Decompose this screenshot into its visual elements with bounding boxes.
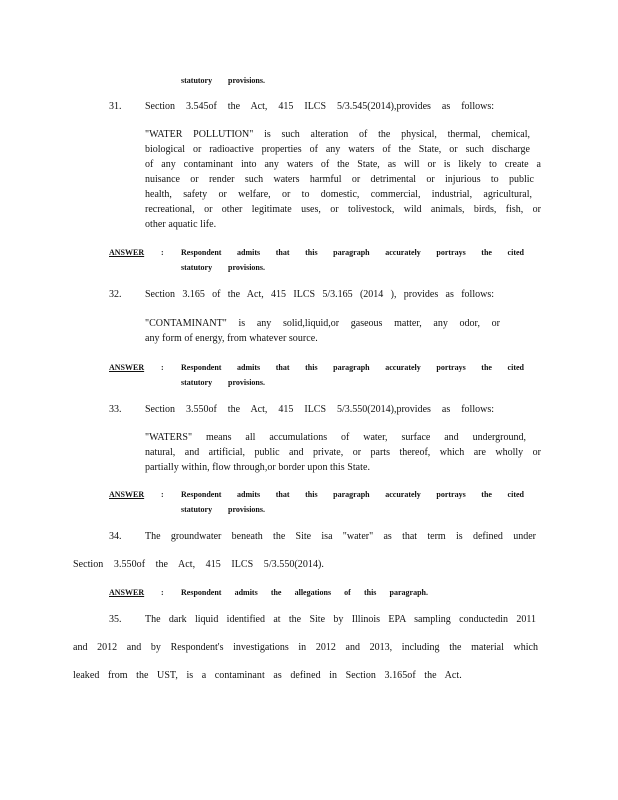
quote-line: partially within, flow through,or border upon this State. — [145, 462, 371, 473]
answer-text: Respondent admits that this paragraph accurately portrays the cited — [181, 490, 524, 499]
quote-line: other aquatic life. — [145, 219, 217, 230]
quote-line: "CONTAMINANT" is any solid,liquid,or gaseous matter, any odor, or — [145, 318, 500, 329]
answer-text: Respondent admits that this paragraph accurately portrays the cited — [181, 248, 524, 257]
answer-text: statutory provisions. — [181, 505, 265, 514]
answer-text: Respondent admits that this paragraph accurately portrays the cited — [181, 363, 524, 372]
answer-text: statutory provisions. — [181, 378, 265, 387]
answer-colon: : — [161, 490, 164, 499]
answer-colon: : — [161, 248, 164, 257]
paragraph-text: The groundwater beneath the Site isa "water" as that term is defined under — [145, 531, 536, 542]
quote-line: any form of energy, from whatever source. — [145, 333, 318, 344]
quote-line: "WATERS" means all accumulations of water, surface and underground, — [145, 432, 526, 443]
quote-line: natural, and artificial, public and private, or parts thereof, which are wholly or — [145, 447, 541, 458]
paragraph-text: Section 3.550of the Act, 415 ILCS 5/3.550(2014). — [73, 559, 324, 570]
answer-label: ANSWER — [109, 588, 145, 597]
paragraph-number: 35. — [109, 614, 122, 625]
answer-label: ANSWER — [109, 248, 145, 257]
paragraph-text: leaked from the UST, is a contaminant as defined in Section 3.165of the Act. — [73, 670, 462, 681]
paragraph-intro: Section 3.545of the Act, 415 ILCS 5/3.545(2014),provides as follows: — [145, 101, 494, 112]
paragraph-intro: Section 3.550of the Act, 415 ILCS 5/3.550(2014),provides as follows: — [145, 404, 494, 415]
paragraph-text: and 2012 and by Respondent's investigations in 2012 and 2013, including the material which — [73, 642, 538, 653]
quote-line: nuisance or render such waters harmful or detrimental or injurious to public — [145, 174, 534, 185]
paragraph-number: 31. — [109, 101, 122, 112]
paragraph-number: 34. — [109, 531, 122, 542]
answer-label: ANSWER — [109, 363, 145, 372]
answer-colon: : — [161, 588, 164, 597]
answer-text: statutory provisions. — [181, 263, 265, 272]
quote-line: of any contaminant into any waters of the State, as will or is likely to create a — [145, 159, 541, 170]
paragraph-text: The dark liquid identified at the Site by Illinois EPA sampling conductedin 2011 — [145, 614, 536, 625]
quote-line: "WATER POLLUTION" is such alteration of the physical, thermal, chemical, — [145, 129, 530, 140]
answer-text: Respondent admits the allegations of this paragraph. — [181, 588, 428, 597]
paragraph-number: 32. — [109, 289, 122, 300]
quote-line: biological or radioactive properties of any waters of the State, or such discharge — [145, 144, 530, 155]
paragraph-intro: Section 3.165 of the Act, 415 ILCS 5/3.165 (2014 ), provides as follows: — [145, 289, 494, 300]
quote-line: recreational, or other legitimate uses, or tolivestock, wild animals, birds, fish, or — [145, 204, 541, 215]
answer-colon: : — [161, 363, 164, 372]
answer-continuation: statutory provisions. — [181, 76, 265, 85]
answer-label: ANSWER — [109, 490, 145, 499]
paragraph-number: 33. — [109, 404, 122, 415]
quote-line: health, safety or welfare, or to domestic, commercial, industrial, agricultural, — [145, 189, 532, 200]
